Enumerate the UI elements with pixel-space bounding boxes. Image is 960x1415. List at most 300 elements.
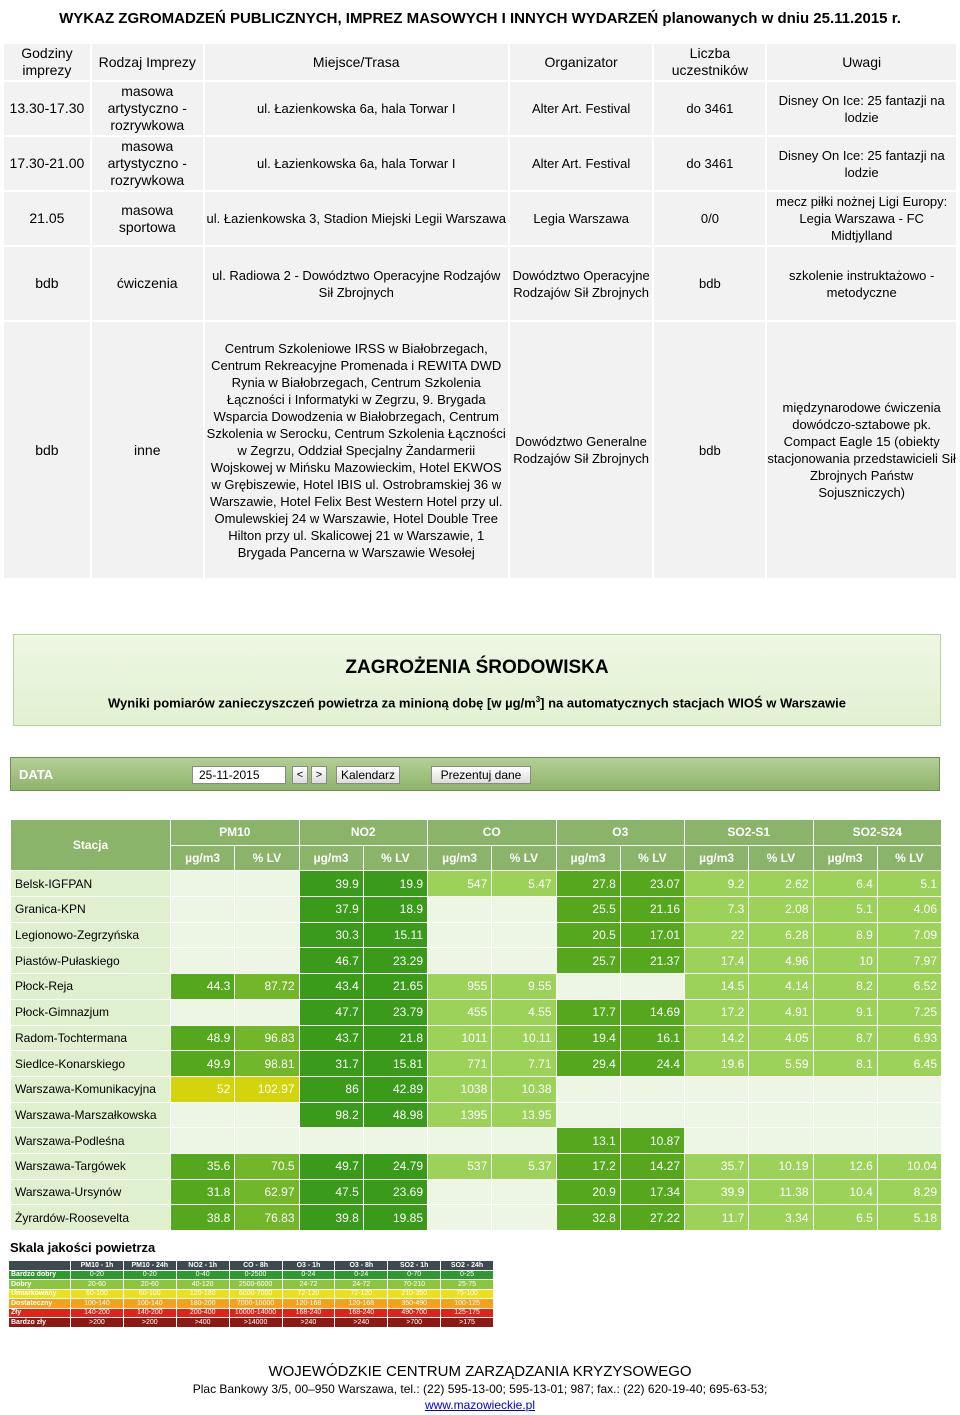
measurement-cell: 70.5 — [235, 1153, 299, 1179]
measurement-cell — [877, 1128, 941, 1154]
measurement-cell: 2.08 — [749, 897, 813, 923]
event-place-cell: Centrum Szkoleniowe IRSS w Białobrzegach, Centrum Rekreacyjne Promenada i REWITA DWD Rynia w Białobrzegach, Centrum Szkolenia Łączności i Informatyki w Zegrzu, 9. Brygada Wsparcia Dowodzenia w Białobrzegach, Centrum Szkolenia w Serocku, Centrum Szkolenia Łączności w Zegrzu, Oddział Specjalny Żandarmerii Wojskowej w Mińsku Mazowieckim, Hotel EKWOS w Grębiszewie, Hotel IBIS ul. Ostrobramskiej 36 w Warszawie, Hotel Felix Best Western Hotel przy ul. Omulewskiej 24 w Warszawie, Hotel Double Tree Hilton przy ul. Skalicowej 21 w Warszawie, 1 Brygada Pancerna w Warszawie Wesołej — [204, 321, 509, 579]
measurement-cell: 9.1 — [813, 999, 877, 1025]
scale-range: >14000 — [229, 1318, 282, 1328]
measurement-cell: 3.34 — [749, 1205, 813, 1231]
measurement-cell: 1395 — [428, 1102, 492, 1128]
scale-row — [9, 1308, 494, 1318]
scale-range: 0-24 — [282, 1270, 335, 1280]
measurement-cell: 6.5 — [813, 1205, 877, 1231]
scale-range: 0-25 — [441, 1270, 494, 1280]
pollutant-header: CO — [428, 820, 557, 846]
measurement-cell — [492, 948, 556, 974]
event-organizer-cell: Alter Art. Festival — [509, 81, 654, 136]
station-row — [11, 1205, 942, 1231]
measurement-cell: 17.7 — [556, 999, 620, 1025]
event-organizer-cell: Alter Art. Festival — [509, 136, 654, 191]
measurement-cell: 25.5 — [556, 897, 620, 923]
measurement-cell: 6.93 — [877, 1025, 941, 1051]
scale-label: Zły — [9, 1308, 71, 1318]
scale-row — [9, 1289, 494, 1299]
unit-header: % LV — [492, 845, 556, 871]
measurement-cell: 23.79 — [363, 999, 427, 1025]
measurement-cell: 35.6 — [171, 1153, 235, 1179]
unit-header: % LV — [620, 845, 684, 871]
measurement-cell: 86 — [299, 1076, 363, 1102]
station-row — [11, 1051, 942, 1077]
measurement-cell: 5.37 — [492, 1153, 556, 1179]
measurement-cell: 43.7 — [299, 1025, 363, 1051]
station-name: Warszawa-Ursynów — [11, 1179, 171, 1205]
date-input[interactable] — [192, 766, 286, 784]
measurement-cell: 4.05 — [749, 1025, 813, 1051]
measurement-cell: 24.79 — [363, 1153, 427, 1179]
scale-range: 20-60 — [71, 1280, 124, 1290]
station-name: Siedlce-Konarskiego — [11, 1051, 171, 1077]
unit-header: % LV — [749, 845, 813, 871]
station-row — [11, 1076, 942, 1102]
measurement-cell — [428, 897, 492, 923]
scale-range: 20-60 — [123, 1280, 176, 1290]
station-name: Płock-Reja — [11, 974, 171, 1000]
scale-range: 72-120 — [282, 1289, 335, 1299]
measurement-cell: 8.1 — [813, 1051, 877, 1077]
measurement-cell: 4.91 — [749, 999, 813, 1025]
station-name: Radom-Tochtermana — [11, 1025, 171, 1051]
scale-range: 140-200 — [71, 1308, 124, 1318]
event-place-cell: ul. Radiowa 2 - Dowództwo Operacyjne Rodzajów Sił Zbrojnych — [204, 246, 509, 321]
scale-row — [9, 1318, 494, 1328]
unit-header: % LV — [235, 845, 299, 871]
scale-header — [9, 1261, 71, 1271]
measurement-cell: 39.8 — [299, 1205, 363, 1231]
scale-range: >240 — [282, 1318, 335, 1328]
measurement-cell: 25.7 — [556, 948, 620, 974]
scale-range: 168-240 — [335, 1308, 388, 1318]
event-type-cell: masowa sportowa — [91, 191, 204, 246]
measurement-cell: 4.96 — [749, 948, 813, 974]
scale-label: Umiarkowany — [9, 1289, 71, 1299]
measurement-cell: 44.3 — [171, 974, 235, 1000]
measurement-cell: 47.5 — [299, 1179, 363, 1205]
next-date-button[interactable]: > — [311, 766, 327, 784]
page-title: WYKAZ ZGROMADZEŃ PUBLICZNYCH, IMPREZ MASOWYCH I INNYCH WYDARZEŃ planowanych w dniu 25.11.2015 r. — [59, 10, 901, 27]
scale-header: O3 - 1h — [282, 1261, 335, 1271]
measurement-cell: 6.4 — [813, 871, 877, 897]
measurement-cell: 14.69 — [620, 999, 684, 1025]
measurement-cell: 547 — [428, 871, 492, 897]
scale-title: Skala jakości powietrza — [10, 1240, 156, 1255]
station-name: Żyrardów-Roosevelta — [11, 1205, 171, 1231]
measurement-cell: 8.2 — [813, 974, 877, 1000]
measurement-cell — [492, 922, 556, 948]
station-row — [11, 1102, 942, 1128]
measurement-cell: 12.6 — [813, 1153, 877, 1179]
measurement-cell — [171, 999, 235, 1025]
event-hours-cell: 21.05 — [3, 191, 91, 246]
measurement-cell: 16.1 — [620, 1025, 684, 1051]
measurement-cell: 35.7 — [685, 1153, 749, 1179]
scale-range: 350-490 — [388, 1299, 441, 1309]
measurement-cell: 6.52 — [877, 974, 941, 1000]
measurement-cell — [749, 1102, 813, 1128]
measurement-cell: 455 — [428, 999, 492, 1025]
scale-header: CO - 8h — [229, 1261, 282, 1271]
scale-range: >200 — [71, 1318, 124, 1328]
measurement-cell: 1038 — [428, 1076, 492, 1102]
scale-range: >400 — [176, 1318, 229, 1328]
event-hours-cell: 13.30-17.30 — [3, 81, 91, 136]
event-count-cell: do 3461 — [653, 81, 766, 136]
station-name: Granica-KPN — [11, 897, 171, 923]
measurement-cell — [813, 1128, 877, 1154]
measurement-cell: 11.7 — [685, 1205, 749, 1231]
event-row — [3, 81, 957, 136]
scale-range: 24-72 — [282, 1280, 335, 1290]
scale-range: 0-2500 — [229, 1270, 282, 1280]
scale-range: 60-100 — [71, 1289, 124, 1299]
station-row — [11, 1025, 942, 1051]
measurement-cell: 6.45 — [877, 1051, 941, 1077]
measurement-cell: 17.01 — [620, 922, 684, 948]
scale-header: PM10 - 24h — [123, 1261, 176, 1271]
scale-range: 24-72 — [335, 1280, 388, 1290]
measurement-cell: 20.5 — [556, 922, 620, 948]
measurement-cell — [235, 871, 299, 897]
scale-range: >200 — [123, 1318, 176, 1328]
header-place: Miejsce/Trasa — [204, 43, 509, 81]
scale-label: Bardzo dobry — [9, 1270, 71, 1280]
measurement-cell: 19.4 — [556, 1025, 620, 1051]
measurement-cell: 10.11 — [492, 1025, 556, 1051]
prev-date-button[interactable]: < — [292, 766, 308, 784]
measurement-cell: 62.97 — [235, 1179, 299, 1205]
measurement-cell: 7.09 — [877, 922, 941, 948]
environment-section — [13, 634, 941, 726]
measurement-cell: 98.81 — [235, 1051, 299, 1077]
measurement-cell — [877, 1076, 941, 1102]
pollutant-header: NO2 — [299, 820, 428, 846]
measurement-cell: 20.9 — [556, 1179, 620, 1205]
scale-header: O3 - 8h — [335, 1261, 388, 1271]
event-hours-cell: 17.30-21.00 — [3, 136, 91, 191]
scale-range: 2500-6000 — [229, 1280, 282, 1290]
scale-range: 125-175 — [441, 1308, 494, 1318]
measurement-cell — [492, 897, 556, 923]
measurement-cell — [235, 999, 299, 1025]
measurement-cell — [813, 1076, 877, 1102]
measurement-cell: 39.9 — [685, 1179, 749, 1205]
measurement-cell: 5.1 — [877, 871, 941, 897]
measurement-cell: 11.38 — [749, 1179, 813, 1205]
scale-range: 60-100 — [123, 1289, 176, 1299]
measurement-cell: 13.95 — [492, 1102, 556, 1128]
measurement-cell: 1011 — [428, 1025, 492, 1051]
measurement-cell — [171, 871, 235, 897]
scale-range: 140-200 — [123, 1308, 176, 1318]
measurement-cell: 43.4 — [299, 974, 363, 1000]
station-row — [11, 1179, 942, 1205]
scale-range: 25-75 — [441, 1280, 494, 1290]
event-notes-cell: Disney On Ice: 25 fantazji na lodzie — [766, 81, 957, 136]
measurement-cell: 6.28 — [749, 922, 813, 948]
scale-range: 0-20 — [123, 1270, 176, 1280]
measurement-cell: 8.9 — [813, 922, 877, 948]
scale-range: 490-700 — [388, 1308, 441, 1318]
measurement-cell: 9.2 — [685, 871, 749, 897]
air-quality-scale — [8, 1260, 494, 1336]
measurement-cell — [235, 948, 299, 974]
measurement-cell — [749, 1076, 813, 1102]
scale-label: Bardzo zły — [9, 1318, 71, 1328]
measurement-cell — [556, 974, 620, 1000]
scale-range: 75-100 — [441, 1289, 494, 1299]
scale-range: 70-210 — [388, 1280, 441, 1290]
measurement-cell: 32.8 — [556, 1205, 620, 1231]
measurement-cell — [428, 948, 492, 974]
scale-header: NO2 - 1h — [176, 1261, 229, 1271]
scale-range: 120-168 — [282, 1299, 335, 1309]
measurement-cell: 17.2 — [685, 999, 749, 1025]
measurement-cell — [685, 1076, 749, 1102]
events-table — [2, 42, 958, 580]
unit-header: µg/m3 — [428, 845, 492, 871]
measurement-cell: 19.9 — [363, 871, 427, 897]
scale-range: >700 — [388, 1318, 441, 1328]
measurement-cell — [171, 1128, 235, 1154]
measurement-cell — [877, 1102, 941, 1128]
event-organizer-cell: Dowództwo Generalne Rodzajów Sił Zbrojnych — [509, 321, 654, 579]
measurement-cell: 7.25 — [877, 999, 941, 1025]
unit-header: µg/m3 — [299, 845, 363, 871]
measurement-cell: 10 — [813, 948, 877, 974]
event-row — [3, 246, 957, 321]
measurement-cell: 10.87 — [620, 1128, 684, 1154]
measurement-cell: 771 — [428, 1051, 492, 1077]
event-count-cell: bdb — [653, 321, 766, 579]
event-hours-cell: bdb — [3, 246, 91, 321]
unit-header: µg/m3 — [685, 845, 749, 871]
scale-range: 168-240 — [282, 1308, 335, 1318]
station-header: Stacja — [11, 820, 171, 871]
measurement-cell: 30.3 — [299, 922, 363, 948]
header-hours: Godziny imprezy — [3, 43, 91, 81]
measurement-cell: 5.47 — [492, 871, 556, 897]
measurement-cell: 87.72 — [235, 974, 299, 1000]
measurement-cell — [363, 1128, 427, 1154]
environment-subtitle: Wyniki pomiarów zanieczyszczeń powietrza za minioną dobę [w $\mu g/m^3$] na automatycznych stacjach WIOŚ w Warszawie — [108, 695, 846, 711]
measurement-cell: 4.06 — [877, 897, 941, 923]
pollutant-header: SO2-S1 — [685, 820, 814, 846]
measurement-cell — [749, 1128, 813, 1154]
measurement-cell: 31.8 — [171, 1179, 235, 1205]
calendar-button[interactable]: Kalendarz — [336, 766, 400, 784]
measurement-cell: 9.55 — [492, 974, 556, 1000]
measurement-cell: 76.83 — [235, 1205, 299, 1231]
station-row — [11, 948, 942, 974]
scale-range: 210-350 — [388, 1289, 441, 1299]
scale-range: 6000-7000 — [229, 1289, 282, 1299]
event-count-cell: bdb — [653, 246, 766, 321]
event-notes-cell: międzynarodowe ćwiczenia dowódczo-sztabowe pk. Compact Eagle 15 (obiekty stacjonowania przedstawicieli Sił Zbrojnych Państw Sojuszniczych) — [766, 321, 957, 579]
scale-range: 200-400 — [176, 1308, 229, 1318]
footer-link[interactable]: www.mazowieckie.pl — [424, 1398, 536, 1412]
measurement-cell: 49.9 — [171, 1051, 235, 1077]
measurement-cell: 21.65 — [363, 974, 427, 1000]
measurement-cell: 14.5 — [685, 974, 749, 1000]
measurement-cell: 102.97 — [235, 1076, 299, 1102]
footer-organization: WOJEWÓDZKIE CENTRUM ZARZĄDZANIA KRYZYSOWEGO — [268, 1363, 692, 1380]
header-type: Rodzaj Imprezy — [91, 43, 204, 81]
measurement-cell: 19.85 — [363, 1205, 427, 1231]
measurement-cell: 15.81 — [363, 1051, 427, 1077]
measurement-cell: 38.8 — [171, 1205, 235, 1231]
station-name: Warszawa-Targówek — [11, 1153, 171, 1179]
measurement-cell: 10.4 — [813, 1179, 877, 1205]
measurement-cell — [171, 948, 235, 974]
pollutant-header: PM10 — [171, 820, 300, 846]
scale-range: 0-20 — [71, 1270, 124, 1280]
measurement-cell: 7.97 — [877, 948, 941, 974]
measurement-cell: 31.7 — [299, 1051, 363, 1077]
scale-range: 100-140 — [123, 1299, 176, 1309]
measurement-cell: 39.9 — [299, 871, 363, 897]
measurement-cell: 17.2 — [556, 1153, 620, 1179]
station-row — [11, 974, 942, 1000]
measurement-cell — [685, 1102, 749, 1128]
event-type-cell: inne — [91, 321, 204, 579]
measurement-cell: 7.71 — [492, 1051, 556, 1077]
station-name: Warszawa-Marszałkowska — [11, 1102, 171, 1128]
scale-range: 120-168 — [335, 1299, 388, 1309]
measurement-cell — [556, 1102, 620, 1128]
measurement-cell: 21.8 — [363, 1025, 427, 1051]
measurement-cell: 42.89 — [363, 1076, 427, 1102]
measurement-cell: 5.18 — [877, 1205, 941, 1231]
measurement-cell — [235, 897, 299, 923]
measurement-cell — [235, 1128, 299, 1154]
scale-range: 180-200 — [176, 1299, 229, 1309]
event-place-cell: ul. Łazienkowska 3, Stadion Miejski Legii Warszawa — [204, 191, 509, 246]
measurement-cell: 46.7 — [299, 948, 363, 974]
measurement-cell: 47.7 — [299, 999, 363, 1025]
event-notes-cell: mecz piłki nożnej Ligi Europy: Legia Warszawa - FC Midtjylland — [766, 191, 957, 246]
measurement-cell: 22 — [685, 922, 749, 948]
measurement-cell — [171, 1102, 235, 1128]
measurement-cell — [171, 897, 235, 923]
measurement-cell: 10.19 — [749, 1153, 813, 1179]
measurement-cell: 23.07 — [620, 871, 684, 897]
station-name: Legionowo-Zegrzyńska — [11, 922, 171, 948]
station-name: Płock-Gimnazjum — [11, 999, 171, 1025]
header-notes: Uwagi — [766, 43, 957, 81]
station-name: Piastów-Pułaskiego — [11, 948, 171, 974]
station-row — [11, 871, 942, 897]
measurement-cell: 5.1 — [813, 897, 877, 923]
measurement-cell — [428, 1128, 492, 1154]
date-toolbar — [10, 757, 940, 791]
measurement-cell: 8.29 — [877, 1179, 941, 1205]
measurement-cell: 955 — [428, 974, 492, 1000]
measurement-cell: 23.69 — [363, 1179, 427, 1205]
measurement-cell: 7.3 — [685, 897, 749, 923]
station-row — [11, 922, 942, 948]
header-count: Liczba uczestników — [653, 43, 766, 81]
event-place-cell: ul. Łazienkowska 6a, hala Torwar I — [204, 81, 509, 136]
measurement-cell: 537 — [428, 1153, 492, 1179]
data-label: DATA — [19, 767, 54, 782]
measurement-cell: 10.38 — [492, 1076, 556, 1102]
measurement-cell: 48.98 — [363, 1102, 427, 1128]
pollutant-header: O3 — [556, 820, 685, 846]
event-notes-cell: szkolenie instruktażowo - metodyczne — [766, 246, 957, 321]
station-row — [11, 897, 942, 923]
scale-range: >240 — [335, 1318, 388, 1328]
measurement-cell — [428, 1205, 492, 1231]
measurement-cell: 5.59 — [749, 1051, 813, 1077]
measurement-cell: 29.4 — [556, 1051, 620, 1077]
show-data-button[interactable]: Prezentuj dane — [431, 766, 531, 784]
station-row — [11, 1128, 942, 1154]
measurement-cell — [685, 1128, 749, 1154]
scale-range: 7000-10000 — [229, 1299, 282, 1309]
measurement-cell: 21.37 — [620, 948, 684, 974]
scale-row — [9, 1280, 494, 1290]
measurement-cell: 48.9 — [171, 1025, 235, 1051]
station-name: Belsk-IGFPAN — [11, 871, 171, 897]
scale-range: 72-120 — [335, 1289, 388, 1299]
measurement-cell: 27.22 — [620, 1205, 684, 1231]
measurement-cell: 96.83 — [235, 1025, 299, 1051]
event-row — [3, 136, 957, 191]
scale-label: Dostateczny — [9, 1299, 71, 1309]
scale-label: Dobry — [9, 1280, 71, 1290]
unit-header: % LV — [877, 845, 941, 871]
event-notes-cell: Disney On Ice: 25 fantazji na lodzie — [766, 136, 957, 191]
measurement-cell: 4.14 — [749, 974, 813, 1000]
event-row — [3, 191, 957, 246]
footer-address: Plac Bankowy 3/5, 00–950 Warszawa, tel.: (22) 595-13-00; 595-13-01; 987; fax.: (22) 620-19-40; 695-63-53; — [192, 1382, 768, 1396]
scale-row — [9, 1299, 494, 1309]
scale-range: 0-40 — [176, 1270, 229, 1280]
measurement-cell — [299, 1128, 363, 1154]
measurement-cell: 18.9 — [363, 897, 427, 923]
measurement-cell — [492, 1179, 556, 1205]
scale-header: PM10 - 1h — [71, 1261, 124, 1271]
measurement-cell — [492, 1205, 556, 1231]
measurement-cell — [620, 1102, 684, 1128]
measurement-cell: 14.2 — [685, 1025, 749, 1051]
measurement-cell: 17.34 — [620, 1179, 684, 1205]
scale-range: 0-70 — [388, 1270, 441, 1280]
event-row — [3, 321, 957, 579]
scale-range: 100-125 — [441, 1299, 494, 1309]
unit-header: µg/m3 — [556, 845, 620, 871]
station-row — [11, 999, 942, 1025]
measurement-cell: 21.16 — [620, 897, 684, 923]
event-organizer-cell: Legia Warszawa — [509, 191, 654, 246]
measurement-cell: 14.27 — [620, 1153, 684, 1179]
measurement-cell — [556, 1076, 620, 1102]
measurement-cell: 4.55 — [492, 999, 556, 1025]
measurement-cell: 37.9 — [299, 897, 363, 923]
event-type-cell: masowa artystyczno - rozrywkowa — [91, 81, 204, 136]
measurement-cell: 10.04 — [877, 1153, 941, 1179]
measurement-cell — [235, 1102, 299, 1128]
measurement-cell: 23.29 — [363, 948, 427, 974]
scale-range: 40-120 — [176, 1280, 229, 1290]
measurement-cell: 19.6 — [685, 1051, 749, 1077]
